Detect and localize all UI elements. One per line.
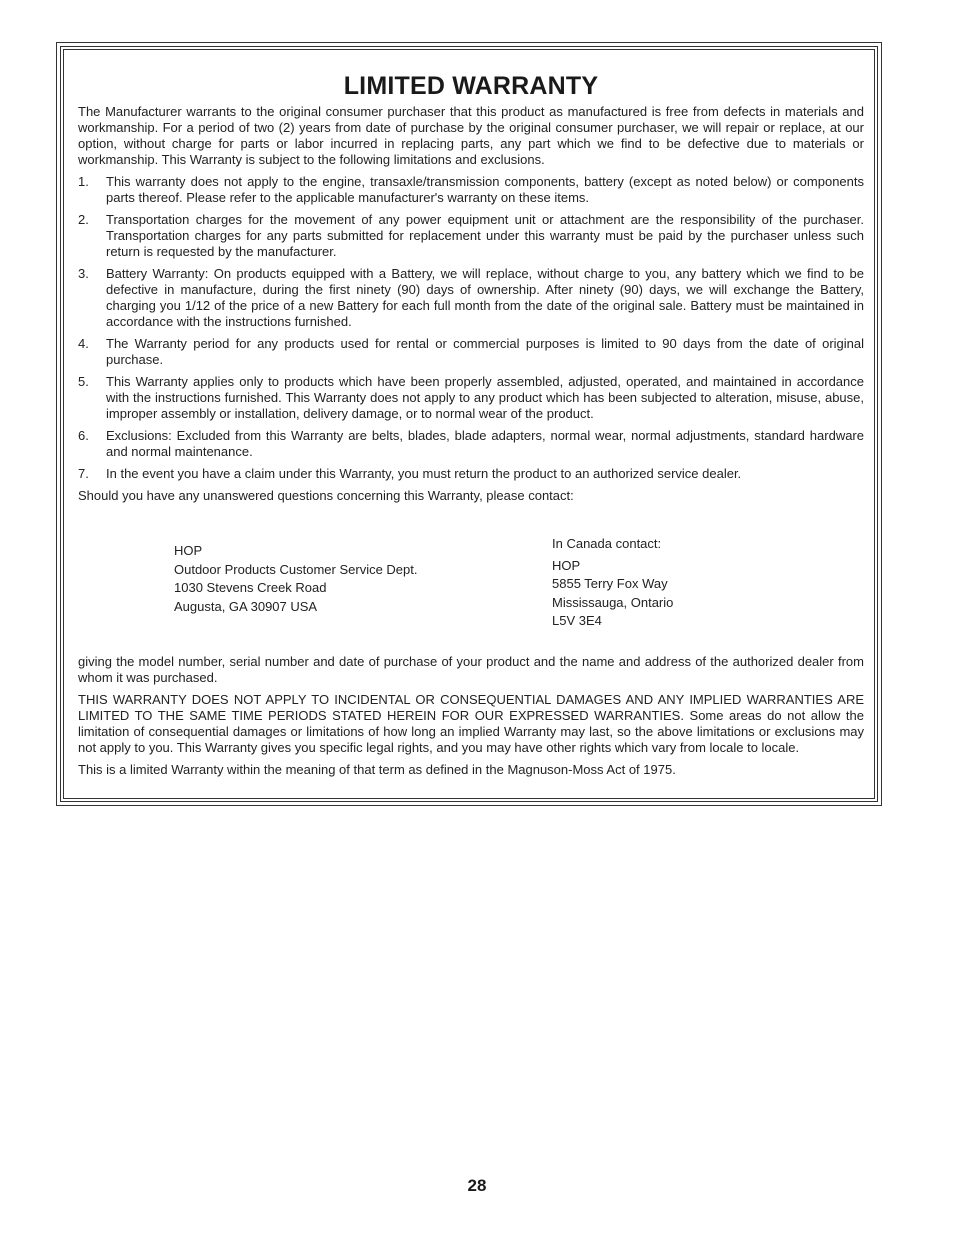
- list-item-text: In the event you have a claim under this Warranty, you must return the product to an authorized service dealer.: [106, 466, 742, 481]
- list-item-number: 4.: [78, 336, 89, 351]
- list-item-text: This Warranty applies only to products which have been properly assembled, adjusted, operated, and maintained in accordance with the instructions furnished. This Warranty does not apply to any product which has been subjected to alteration, misuse, abuse, improper assembly or installation, delivery damage, or to normal wear of the product.: [106, 374, 864, 421]
- address-block: [78, 504, 864, 654]
- list-item-text: Transportation charges for the movement of any power equipment unit or attachment are the responsibility of the purchaser. Transportation charges for any parts submitted for replacement under this warranty must be paid by the purchaser unless such return is requested by the manufacturer.: [106, 212, 864, 259]
- list-item-text: The Warranty period for any products used for rental or commercial purposes is limited to 90 days from the date of original purchase.: [106, 336, 864, 367]
- list-item-number: 7.: [78, 466, 89, 481]
- page-title: LIMITED WARRANTY: [343, 72, 599, 100]
- list-item-text: This warranty does not apply to the engine, transaxle/transmission components, battery (except as noted below) or components parts thereof. Please refer to the applicable manufacturer's warranty on these items.: [106, 174, 864, 205]
- list-item: [78, 336, 864, 368]
- list-item-number: 5.: [78, 374, 89, 389]
- list-item: [78, 374, 864, 422]
- list-item-text: Exclusions: Excluded from this Warranty are belts, blades, blade adapters, normal wear, normal adjustments, standard hardware and normal maintenance.: [106, 428, 864, 459]
- us-address: [174, 542, 418, 616]
- list-item: [78, 266, 864, 330]
- us-address-line: Augusta, GA 30907 USA: [174, 598, 318, 614]
- canada-address-line: L5V 3E4: [552, 613, 602, 628]
- canada-address-line: HOP: [552, 557, 581, 573]
- us-address-line: 1030 Stevens Creek Road: [174, 580, 327, 595]
- list-item: [78, 174, 864, 206]
- list-item-number: 1.: [78, 174, 89, 189]
- closing-paragraph: This is a limited Warranty within the meaning of that term as defined in the Magnuson-Moss Act of 1975.: [78, 762, 676, 777]
- warranty-content: [78, 72, 864, 778]
- disclaimer-paragraph: THIS WARRANTY DOES NOT APPLY TO INCIDENTAL OR CONSEQUENTIAL DAMAGES AND ANY IMPLIED WARRANTIES ARE LIMITED TO THE SAME TIME PERIODS STATED HEREIN FOR OUR EXPRESSED WARRANTIES. Some areas do not allow the limitation of consequential damages or limitations of how long an implied Warranty may last, so the above limitations or exclusions may not apply to you. This Warranty gives you specific legal rights, and you may have other rights which vary from locale to locale.: [78, 692, 864, 755]
- page-number: 28: [467, 1176, 487, 1195]
- after-address-paragraph: giving the model number, serial number and date of purchase of your product and the name and address of the authorized dealer from whom it was purchased.: [78, 654, 864, 685]
- list-item-number: 2.: [78, 212, 89, 227]
- list-item-number: 6.: [78, 428, 89, 443]
- canada-address-heading: In Canada contact:: [552, 536, 662, 551]
- list-item-number: 3.: [78, 266, 89, 281]
- list-item: [78, 428, 864, 460]
- list-item: [78, 212, 864, 260]
- list-item-text: Battery Warranty: On products equipped with a Battery, we will replace, without charge to you, any battery which we find to be defective in manufacture, during the first ninety (90) days of ownership. After ninety (90) days, we will exchange the Battery, charging you 1/12 of the price of a new Battery for each full month from the date of the original sale. Battery must be maintained in accordance with the instructions furnished.: [106, 266, 864, 329]
- us-address-line: HOP: [174, 543, 203, 558]
- canada-address-line: Mississauga, Ontario: [552, 594, 674, 610]
- list-item: [78, 466, 864, 482]
- canada-address: [552, 535, 673, 631]
- us-address-line: Outdoor Products Customer Service Dept.: [174, 561, 418, 577]
- intro-paragraph: The Manufacturer warrants to the original consumer purchaser that this product as manufactured is free from defects in materials and workmanship. For a period of two (2) years from date of purchase by the original consumer purchaser, we will repair or replace, at our option, without charge for parts or labor incurred in replacing parts, any part which we find to be defective due to materials or workmanship. This Warranty is subject to the following limitations and exclusions.: [78, 104, 864, 167]
- canada-address-line: 5855 Terry Fox Way: [552, 576, 668, 591]
- contact-line: Should you have any unanswered questions concerning this Warranty, please contact:: [78, 488, 574, 503]
